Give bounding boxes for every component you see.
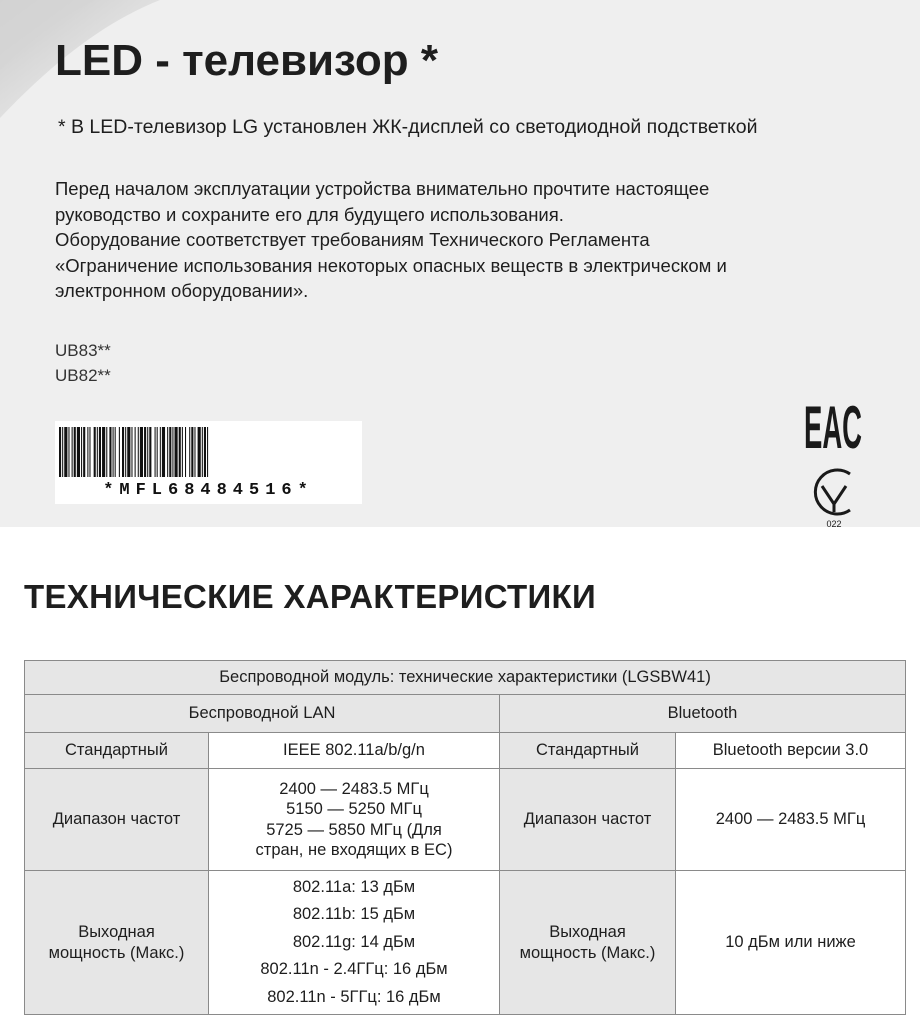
eac-logo	[803, 392, 863, 461]
barcode-bar	[94, 427, 96, 477]
barcode-bar	[179, 427, 181, 477]
barcode-bar	[169, 427, 171, 477]
barcode-bar	[77, 427, 80, 477]
table-caption: Беспроводной модуль: технические характеристики (LGSBW41)	[25, 661, 906, 695]
barcode-bar	[74, 427, 76, 477]
label-frequency-bt: Диапазон частот	[500, 769, 676, 871]
barcode-bar	[109, 427, 111, 477]
barcode-bar	[198, 427, 201, 477]
frequency-line: 5150 — 5250 МГц	[286, 800, 422, 818]
barcode-bar	[138, 427, 139, 477]
led-footnote: * В LED-телевизор LG установлен ЖК-дисплей со светодиодной подстветкой	[58, 116, 758, 138]
manual-title: LED - телевизор *	[55, 36, 438, 85]
barcode-bar	[99, 427, 101, 477]
barcode-bar	[59, 427, 61, 477]
intro-line: руководство и сохраните его для будущего использования.	[55, 203, 564, 225]
table-group-row	[25, 695, 906, 733]
barcode-bar	[144, 427, 146, 477]
intro-line: «Ограничение использования некоторых опасных веществ в электрическом и	[55, 254, 727, 276]
barcode-bar	[106, 427, 107, 477]
power-label-line: Выходная	[78, 922, 155, 941]
barcode-bar	[167, 427, 168, 477]
intro-line: Перед началом эксплуатации устройства внимательно прочтите настоящее	[55, 178, 710, 199]
frequency-line: 5725 — 5850 МГц (Для	[266, 820, 442, 839]
barcode-bar	[72, 427, 73, 477]
value-standard-bt: Bluetooth версии 3.0	[676, 733, 906, 769]
barcode-text: *MFL68484516*	[103, 481, 314, 500]
barcode-bar	[149, 427, 151, 477]
wireless-spec-table	[24, 660, 906, 1015]
barcode-bar	[113, 427, 114, 477]
barcode-bar	[189, 427, 190, 477]
barcode-bar	[131, 427, 132, 477]
barcode-bar	[204, 427, 206, 477]
model-number: UB83**	[55, 341, 111, 360]
ua-mark-code: 022	[826, 519, 842, 529]
barcode-bar	[102, 427, 105, 477]
power-line: 802.11n - 2.4ГГц: 16 дБм	[260, 960, 448, 979]
barcode-bar	[194, 427, 195, 477]
power-line: 802.11a: 13 дБм	[292, 877, 416, 896]
table-row-standard	[25, 733, 906, 769]
value-standard-wlan: IEEE 802.11a/b/g/n	[209, 733, 500, 769]
model-number: UB82**	[55, 366, 111, 385]
power-line: 802.11g: 14 дБм	[292, 932, 416, 951]
barcode-bar	[162, 427, 165, 477]
barcode-bar	[125, 427, 126, 477]
group-wireless-lan: Беспроводной LAN	[25, 695, 500, 733]
barcode-bar	[185, 427, 186, 477]
model-list	[55, 338, 111, 388]
barcode-bar	[135, 427, 136, 477]
intro-line: Оборудование соответствует требованиям Технического Регламента	[55, 229, 650, 250]
eac-logo-text: EAC	[804, 394, 862, 461]
group-bluetooth: Bluetooth	[500, 695, 906, 733]
barcode-bar	[175, 427, 178, 477]
barcode-bar	[97, 427, 98, 477]
barcode-bar	[147, 427, 148, 477]
barcode-bar	[182, 427, 183, 477]
label-power-wlan	[25, 871, 209, 1015]
intro-line: электронном оборудовании».	[55, 280, 309, 301]
barcode-bar	[127, 427, 130, 477]
label-frequency-wlan: Диапазон частот	[25, 769, 209, 871]
barcode	[55, 421, 362, 504]
table-row-power	[25, 871, 906, 1015]
value-power-bt: 10 дБм или ниже	[676, 871, 906, 1015]
barcode-bar	[89, 427, 90, 477]
barcode-bar	[202, 427, 203, 477]
barcode-bar	[83, 427, 85, 477]
power-line: 802.11n - 5ГГц: 16 дБм	[267, 987, 441, 1006]
frequency-line: стран, не входящих в ЕС)	[255, 841, 453, 859]
barcode-bar	[119, 427, 120, 477]
barcode-bar	[155, 427, 156, 477]
table-row-frequency	[25, 769, 906, 871]
barcode-bar	[64, 427, 67, 477]
intro-paragraph	[55, 176, 885, 304]
barcode-bar	[62, 427, 63, 477]
power-line: 802.11b: 15 дБм	[292, 905, 416, 924]
frequency-line: 2400 — 2483.5 МГц	[279, 779, 429, 798]
spec-heading: ТЕХНИЧЕСКИЕ ХАРАКТЕРИСТИКИ	[24, 578, 596, 615]
barcode-bar	[191, 427, 193, 477]
ua-conformity-mark	[806, 466, 862, 528]
barcode-bar	[207, 427, 208, 477]
table-caption-row	[25, 661, 906, 695]
barcode-bar	[172, 427, 173, 477]
barcode-bar	[157, 427, 158, 477]
barcode-bar	[68, 427, 69, 477]
value-frequency-wlan	[209, 769, 500, 871]
barcode-bar	[122, 427, 124, 477]
power-label-line: мощность (Макс.)	[519, 943, 656, 962]
barcode-bar	[140, 427, 143, 477]
power-label-line: Выходная	[549, 922, 626, 941]
value-frequency-bt: 2400 — 2483.5 МГц	[676, 769, 906, 871]
value-power-wlan	[209, 871, 500, 1015]
barcode-bar	[87, 427, 88, 477]
barcode-bar	[115, 427, 116, 477]
barcode-bar	[160, 427, 161, 477]
label-standard-bt: Стандартный	[500, 733, 676, 769]
barcode-bars	[59, 427, 358, 477]
power-label-line: мощность (Макс.)	[48, 943, 185, 962]
barcode-bar	[81, 427, 82, 477]
label-power-bt	[500, 871, 676, 1015]
label-standard-wlan: Стандартный	[25, 733, 209, 769]
